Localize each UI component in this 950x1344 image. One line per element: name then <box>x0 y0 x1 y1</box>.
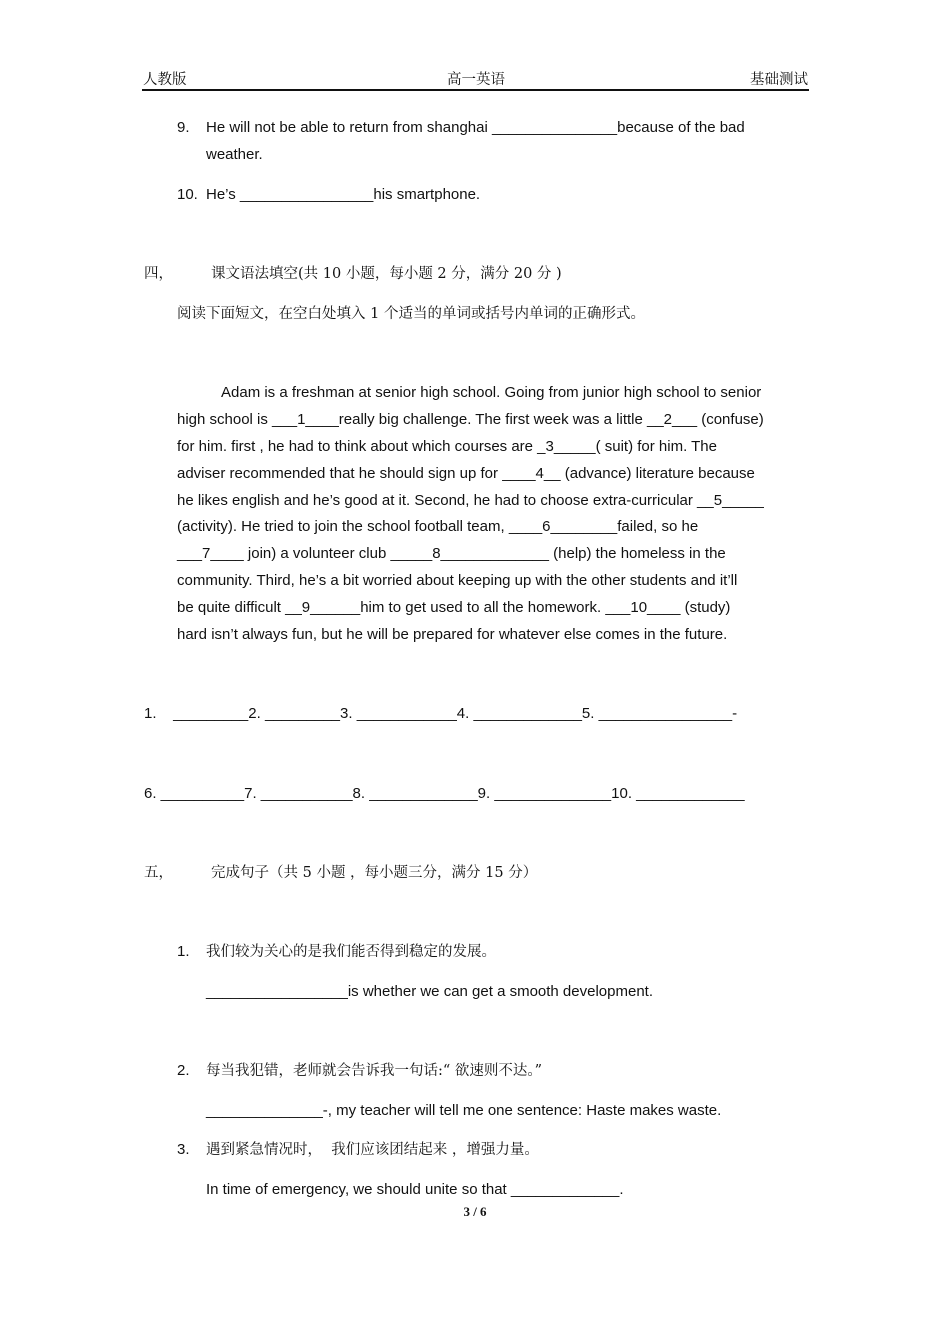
passage-line: hard isn’t always fun, but he will be prepared for whatever else comes in the future. <box>177 626 728 643</box>
answer-blanks-row-2: 6. __________7. ___________8. _____________9. ______________10. _____________ <box>144 785 745 802</box>
q10-text: He’s ________________his smartphone. <box>206 186 481 203</box>
passage-line: ___7____ join) a volunteer club _____8_____________ (help) the homeless in the <box>177 545 726 562</box>
passage-line: he likes english and he’s good at it. Second, he had to choose extra-curricular __5_____ <box>177 492 764 509</box>
item-number: 1. <box>177 943 190 960</box>
q9-text: He will not be able to return from shanghai _______________because of the bad <box>206 119 745 136</box>
header-center: 高一英语 <box>447 72 505 88</box>
item-english: ______________-, my teacher will tell me one sentence: Haste makes waste. <box>206 1102 722 1119</box>
item-chinese: 我们较为关心的是我们能否得到稳定的发展。 <box>206 944 496 960</box>
header-rule <box>142 89 809 91</box>
passage-line: (activity). He tried to join the school football team, ____6________failed, so he <box>177 518 699 535</box>
q9-text-cont: weather. <box>206 146 263 163</box>
item-english: _________________is whether we can get a smooth development. <box>206 983 653 1000</box>
passage-line: high school is ___1____really big challenge. The first week was a little __2___ (confuse) <box>177 411 764 428</box>
header-right: 基础测试 <box>750 72 808 88</box>
section-5-title: 完成句子（共 5 小题 ，每小题三分，满分 15 分） <box>211 865 538 881</box>
section-5-number: 五， <box>144 865 173 881</box>
q9-number: 9. <box>177 119 190 136</box>
passage-line: adviser recommended that he should sign up for ____4__ (advance) literature because <box>177 465 755 482</box>
answer-blanks-row-1: 1. _________2. _________3. ____________4. _____________5. ________________- <box>144 705 738 722</box>
section-4-instruction: 阅读下面短文，在空白处填入 1 个适当的单词或括号内单词的正确形式。 <box>177 306 645 322</box>
passage-line: Adam is a freshman at senior high school. Going from junior high school to senior <box>221 384 762 401</box>
page-number: 3 / 6 <box>463 1204 487 1219</box>
header-left: 人教版 <box>143 72 187 88</box>
item-chinese: 每当我犯错，老师就会告诉我一句话:“ 欲速则不达。” <box>206 1063 543 1079</box>
passage-line: community. Third, he’s a bit worried about keeping up with the other students and it’ll <box>177 572 738 589</box>
passage-line: be quite difficult __9______him to get used to all the homework. ___10____ (study) <box>177 599 731 616</box>
item-chinese: 遇到紧急情况时， 我们应该团结起来 ，增强力量。 <box>206 1142 539 1158</box>
item-number: 3. <box>177 1141 190 1158</box>
section-4-title: 课文语法填空(共 10 小题，每小题 2 分，满分 20 分 ) <box>211 266 562 282</box>
q10-number: 10. <box>177 186 198 203</box>
section-4-number: 四， <box>144 266 173 282</box>
passage-line: for him. first , he had to think about which courses are _3_____( suit) for him. The <box>177 438 717 455</box>
item-number: 2. <box>177 1062 190 1079</box>
item-english: In time of emergency, we should unite so that _____________. <box>206 1181 624 1198</box>
